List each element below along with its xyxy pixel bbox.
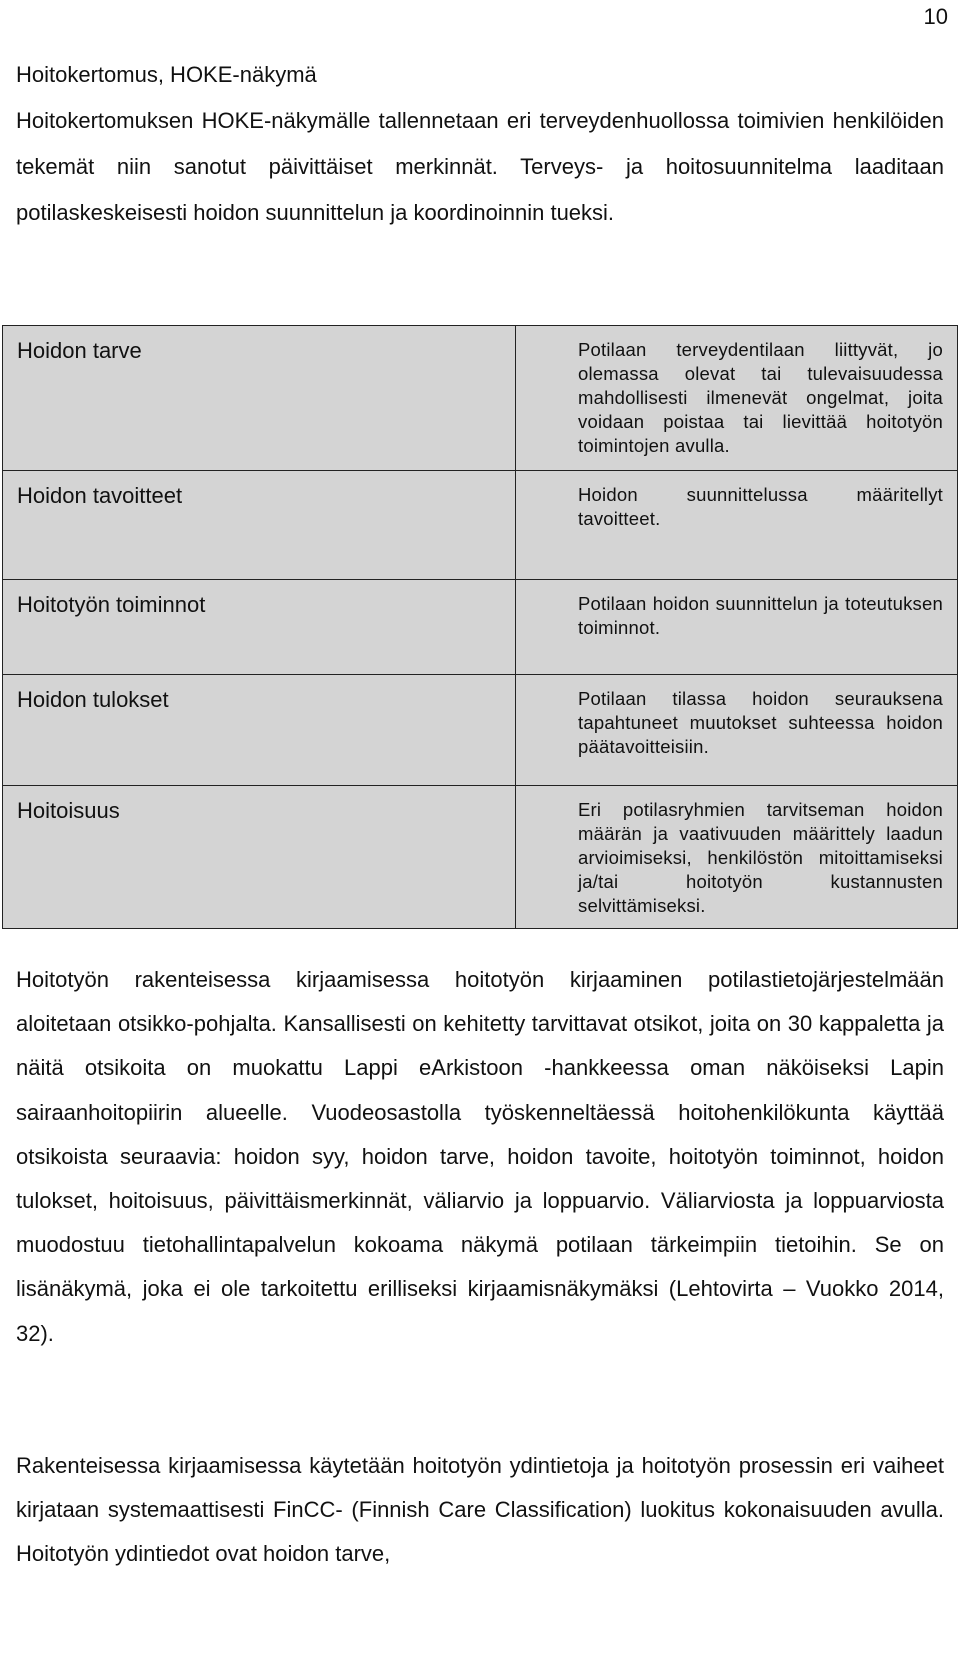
table-row — [3, 326, 958, 471]
table-row — [3, 580, 958, 675]
definition-cell: Potilaan terveydentilaan liittyvät, jo olemassa olevat tai tulevaisuudessa mahdollisesti ilmenevät ongelmat, joita voidaan poistaa tai lievittää hoitotyön toimintojen avulla. — [516, 326, 958, 471]
definition-cell: Potilaan hoidon suunnittelun ja toteutuksen toiminnot. — [516, 580, 958, 675]
term-cell: Hoidon tulokset — [3, 675, 516, 786]
body-paragraph-2: Rakenteisessa kirjaamisessa käytetään hoitotyön ydintietoja ja hoitotyön prosessin eri vaiheet kirjataan systemaattisesti FinCC- (Finnish Care Classification) luokitus kokonaisuuden avulla. Hoitotyön ydintiedot ovat hoidon tarve, — [16, 1453, 944, 1567]
definition-cell: Potilaan tilassa hoidon seurauksena tapahtuneet muutokset suhteessa hoidon päätavoitteisiin. — [516, 675, 958, 786]
table-row — [3, 786, 958, 929]
definition-cell: Eri potilasryhmien tarvitseman hoidon määrän ja vaativuuden määrittely laadun arvioimiseksi, henkilöstön mitoittamiseksi ja/tai hoitotyön kustannusten selvittämiseksi. — [516, 786, 958, 929]
page-number: 10 — [923, 4, 948, 29]
definition-cell: Hoidon suunnittelussa määritellyt tavoitteet. — [516, 471, 958, 580]
term-cell: Hoitoisuus — [3, 786, 516, 929]
terms-table — [2, 325, 958, 929]
section-heading: Hoitokertomus, HOKE-näkymä — [16, 62, 317, 87]
intro-paragraph: Hoitokertomuksen HOKE-näkymälle tallennetaan eri terveydenhuollossa toimivien henkilöiden tekemät niin sanotut päivittäiset merkinnät. Terveys- ja hoitosuunnitelma laaditaan potilaskeskeisesti hoidon suunnittelun ja koordinoinnin tueksi. — [16, 108, 944, 225]
body-paragraph-1: Hoitotyön rakenteisessa kirjaamisessa hoitotyön kirjaaminen potilastietojärjestelmään aloitetaan otsikko-pohjalta. Kansallisesti on kehitetty tarvittavat otsikot, joita on 30 kappaletta ja näitä otsikoita on muokattu Lappi eArkistoon -hankkeessa oman näköiseksi Lapin sairaanhoitopiirin alueelle. Vuodeosastolla työskenneltäessä hoitohenkilökunta käyttää otsikoista seuraavia: hoidon syy, hoidon tarve, hoidon tavoite, hoitotyön toiminnot, hoidon tulokset, hoitoisuus, päivittäismerkinnät, väliarvio ja loppuarvio. Väliarviosta ja loppuarviosta muodostuu tietohallintapalvelun kokoama näkymä potilaan tärkeimpiin tietoihin. Se on lisänäkymä, joka ei ole tarkoitettu erilliseksi kirjaamisnäkymäksi (Lehtovirta – Vuokko 2014, 32). — [16, 967, 944, 1346]
term-cell: Hoitotyön toiminnot — [3, 580, 516, 675]
term-cell: Hoidon tarve — [3, 326, 516, 471]
table-row — [3, 471, 958, 580]
term-cell: Hoidon tavoitteet — [3, 471, 516, 580]
table-row — [3, 675, 958, 786]
